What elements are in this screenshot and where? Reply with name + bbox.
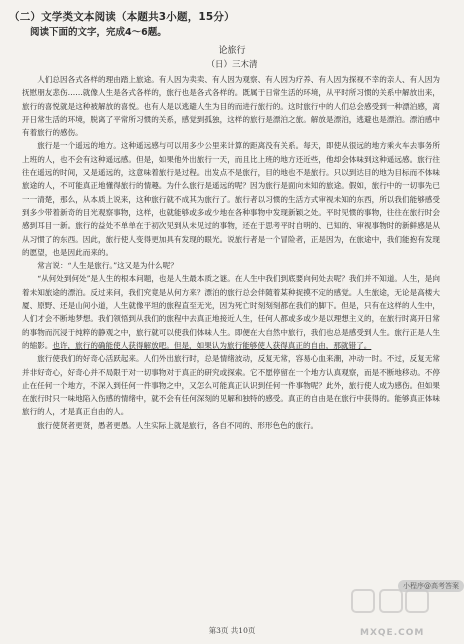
essay-title: 论旅行 [218, 46, 246, 56]
section-heading: （二）文学类文本阅读（本题共3小题，15分） [9, 11, 235, 23]
paragraph-4-text: “从何处到何处”是人生的根本问题，也是人生最本质之谜。在人生中我们到底要向何处去呢？我们并不知道。人生，是向着未知旅途的漂泊。反过来问，我们究竟是从何方来？漂泊的旅行总会伴随着某种捉摸不定的感觉。人生旅途，无论是高楼大厦、原野、还是山间小道，人生就像平坦的旅程直至无光，因为死亡时刻刻刻都在我们的脚下。但是，只有在这样的人生中，人们才会不断地梦想。我们领悟到从我们的旅程中去真正地接近人生，任何人都或多或少是以理想主义的，在旅行时离开日常的事物而沉浸于纯粹的静观之中，旅行就可以使我们体味人生。即便在大自然中旅行，我们也总是感受到人生。旅行正是人生的缩影。也许，旅行的确能使人获得解放吧。但是，如果认为旅行能够使人获得真正的自由，那就错了。 [22, 274, 440, 350]
paragraph-4 [22, 272, 440, 352]
paragraph-2: 旅行是一个遥远的地方。这种遥远感与可以用多少公里来计算的距离没有关系。每天，即使从很远的地方乘火车去事务所上班的人，也不会有这种遥远感。但是，如果他外出旅行一天，而且比上班的地方还近些，他却会体味到这种遥远感。旅行往往在遥远的时间，又是遥远的，这意味着旅行是过程。出发点不是旅行，目的地也不是旅行。只以到达目的地为目标而不体味旅途的人，不可能真正地懂得旅行的情趣。为什么旅行是遥远的呢？因为旅行是面向未知的旅途。假如，旅行中的一切事先已一一清楚，那么，从本质上说来，这种旅行就不成其为旅行了。旅行者以习惯的生活方式审视未知的东西，所以我们能够感受到多少带着新奇的目光观察事物，这样，也就能够或多或少地在各种事物中发现新颖之处。平时见惯的事物，往往在旅行时会感到耳目一新。旅行的益处不单单在于初次见到从未见过的事物，还在于思考平时自明的、已知的、审视事物时的新鲜感是从从习惯了的东西。因此，旅行使人变得更加具有发现的眼光。说旅行者是一个冒险者，正是因为，在旅途中，我们能抱有发现的愿望，也是因此而来的。 [22, 141, 440, 257]
watermark-badge: 小程序@高考答案 [398, 580, 464, 592]
essay-author: （日）三木清 [206, 60, 258, 70]
paragraph-3: 常言说：“人生是旅行。”这又是为什么呢？ [37, 261, 178, 271]
paragraph-6: 旅行使贤者更贤，愚者更愚。人生实际上就是旅行，各自不同的、形形色色的旅行。 [37, 420, 319, 430]
page-footer: 第3页 共10页 [208, 626, 256, 635]
paragraph-1: 人们总因各式各样的理由踏上旅途。有人因为卖卖、有人因为观察、有人因为疗养、有人因为探视不幸的亲人、有人因为抚慰朋友悲伤……就像人生是各式各样的，旅行也是各式各样的。既属于日常生活的环境，从平时所习惯的关系中解放出来，旅行的喜悦就是这种被解放的喜悦。也有人是以逃避人生为目的而进行旅行的。这时旅行中的人们总会感受到一种漂泊感，离开日常生活的环境，脱离了平常所习惯的关系，感觉到孤独，这样的旅行是漂泊之旅。解放是漂泊，逃避也是漂泊。漂泊感中有着旅行的感伤。 [22, 75, 440, 138]
essay-body [22, 73, 440, 432]
watermark-site: MXQE.COM [360, 628, 425, 638]
paragraph-5: 旅行使我们的好奇心活跃起来。人们外出旅行时，总是情绪波动，反复无常，容易心血来潮，冲动一时。不过，反复无常并非好奇心，好奇心并不局限于对一切事物对于真正的研究或探索。它不愿停留在一个地方认真观察，而是不断地移动。不停止在任何一个地方，不深入到任何一件事物之中，又怎么可能真正认识到任何一件事物呢？此外，旅行使人成为感伤。但如果在旅行时只一味地陷入伤感的情绪中，就不会有任何深刻的见解和独特的感受。真正的自由是在旅行中获得的。能够真正体味旅行的人，才是真正自由的人。 [22, 354, 440, 417]
underlined-sentence: 也许，旅行的确能使人获得解放吧。但是，如果认为旅行能够使人获得真正的自由，那就错了。 [52, 340, 372, 350]
reading-instruction: 阅读下面的文字，完成4～6题。 [30, 27, 167, 38]
